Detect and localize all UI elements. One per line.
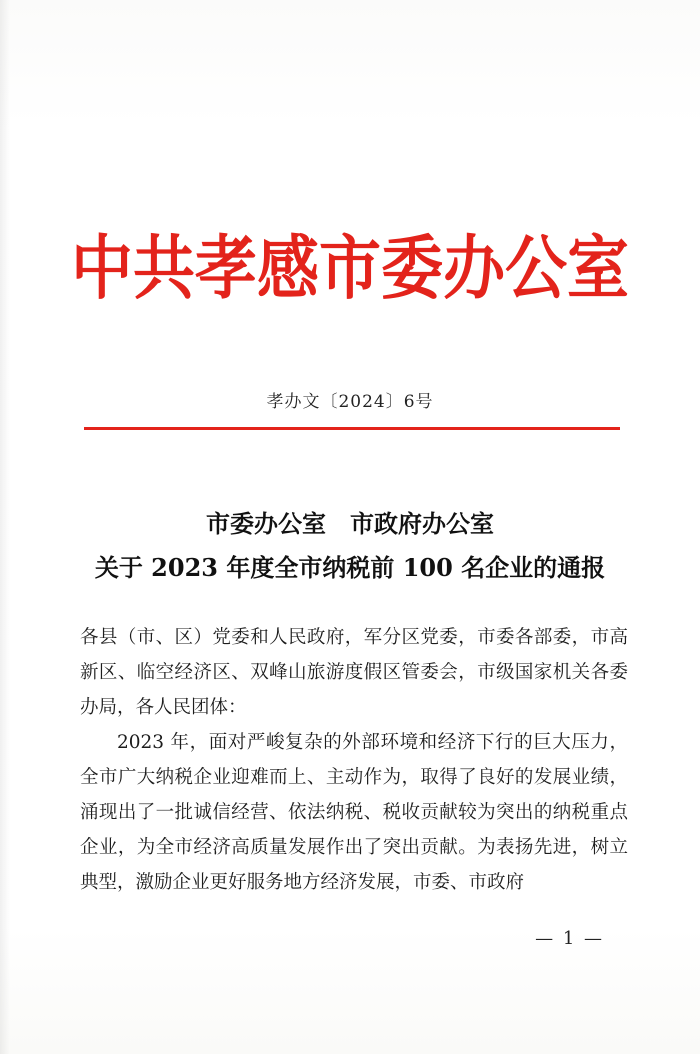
addressees-paragraph: 各县（市、区）党委和人民政府，军分区党委，市委各部委，市高新区、临空经济区、双峰山旅游度假区管委会，市级国家机关各委办局，各人民团体： [80,627,628,718]
page-number: — 1 — [535,928,604,949]
document-title-line-2: 关于 2023 年度全市纳税前 100 名企业的通报 [94,553,606,582]
document-body [80,620,628,900]
issuer-header: 中共孝感市委办公室 [70,226,629,309]
document-title-line-1: 市委办公室 市政府办公室 [206,509,494,538]
document-number: 孝办文〔2024〕6号 [266,392,434,412]
red-divider-line [84,427,620,430]
body-paragraph-1: 2023 年，面对严峻复杂的外部环境和经济下行的巨大压力，全市广大纳税企业迎难而上、主动作为，取得了良好的发展业绩，涌现出了一批诚信经营、依法纳税、税收贡献较为突出的纳税重点企业，为全市经济高质量发展作出了突出贡献。为表扬先进，树立典型，激励企业更好服务地方经济发展，市委、市政府 [80,732,628,893]
